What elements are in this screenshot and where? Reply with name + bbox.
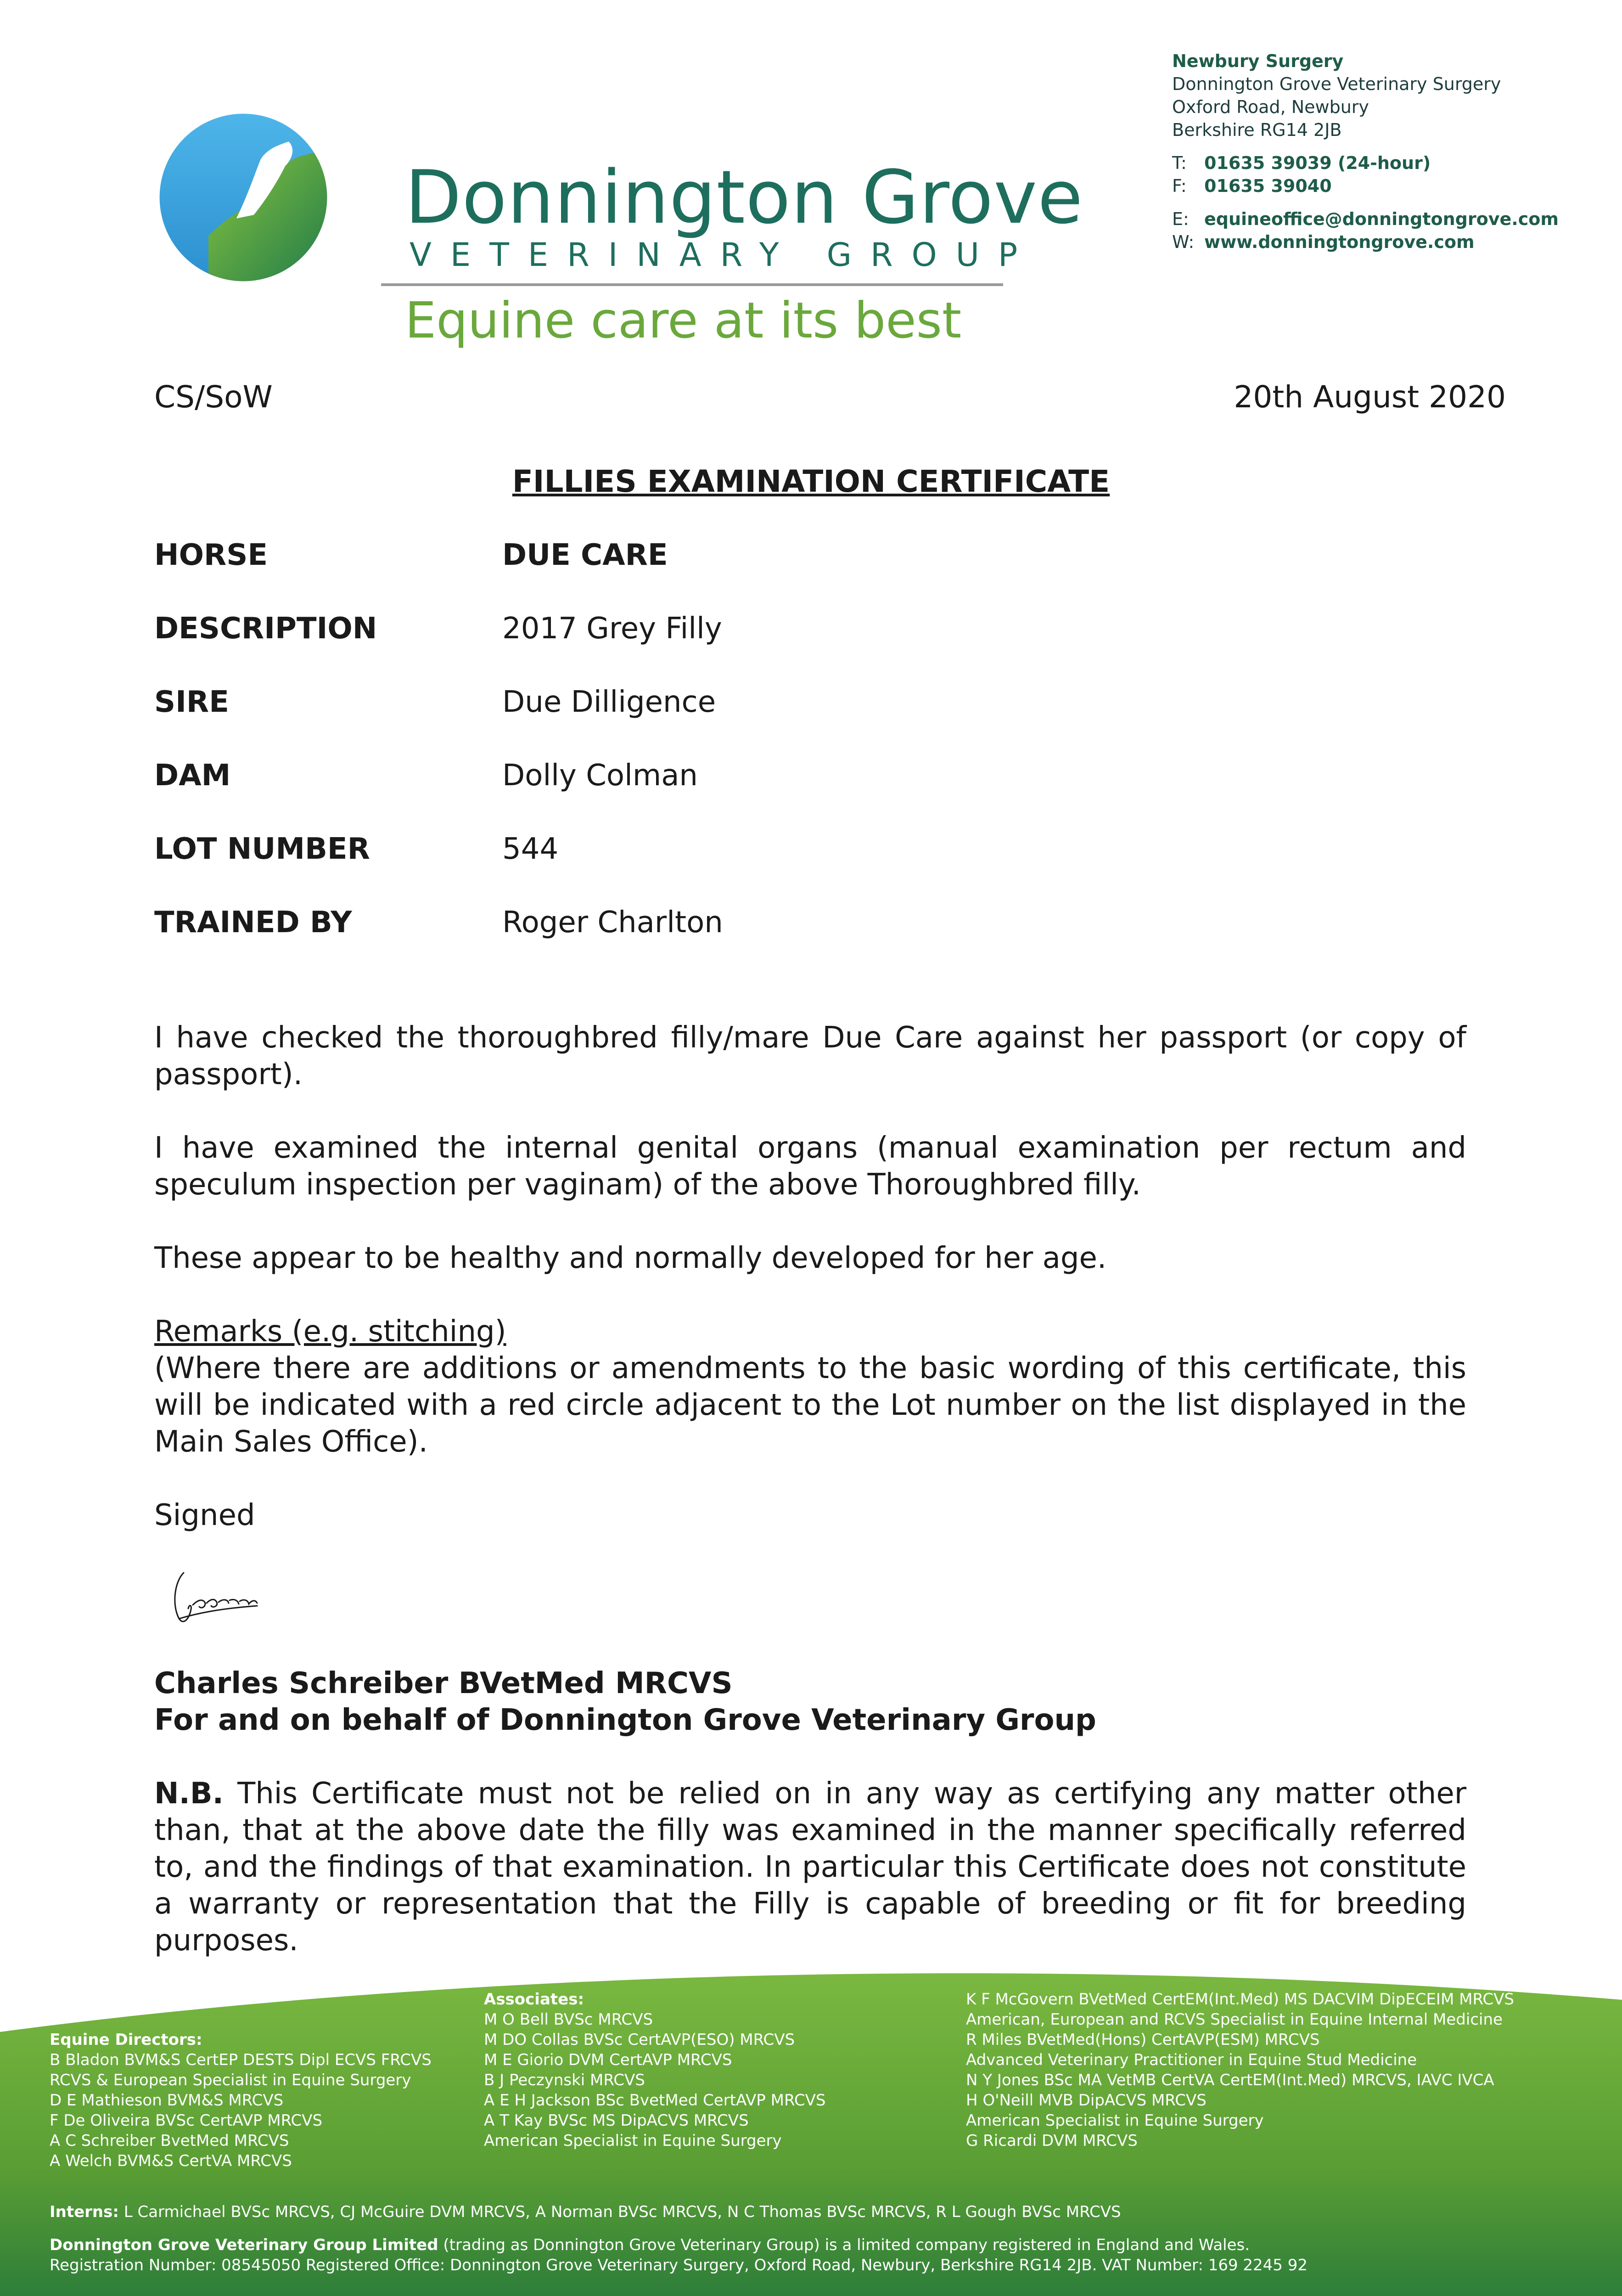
associate-line: American, European and RCVS Specialist in Equine Internal Medicine: [966, 2010, 1503, 2029]
reference: CS/SoW: [154, 379, 273, 415]
field-value: Due Dilligence: [502, 685, 716, 719]
field-row: [154, 906, 723, 979]
document-date: 20th August 2020: [1234, 379, 1506, 415]
field-label: HORSE: [154, 538, 268, 572]
field-row: [154, 612, 723, 685]
fax-number: 01635 39040: [1204, 176, 1332, 196]
horse-details: [154, 538, 723, 979]
associate-line: H O'Neill MVB DipACVS MRCVS: [966, 2091, 1207, 2110]
associate-line: R Miles BVetMed(Hons) CertAVP(ESM) MRCVS: [966, 2031, 1320, 2049]
field-row: [154, 538, 723, 612]
field-value: DUE CARE: [502, 538, 668, 572]
footer-directors: [50, 2030, 432, 2171]
footer-interns: [50, 2202, 1121, 2222]
email-link[interactable]: equineoffice@donningtongrove.com: [1204, 209, 1559, 229]
fax-label: F:: [1172, 176, 1187, 196]
footer-company: [50, 2235, 1250, 2255]
director-line: A C Schreiber BvetMed MRCVS: [50, 2132, 289, 2150]
brand-name: Donnington Grove: [405, 154, 1083, 240]
email-label: E:: [1172, 209, 1189, 229]
brand-divider: [381, 283, 1003, 286]
phone-number: 01635 39039 (24-hour): [1204, 153, 1431, 173]
paragraph-findings: These appear to be healthy and normally developed for her age.: [154, 1241, 1107, 1275]
associate-line: M E Giorio DVM CertAVP MRCVS: [484, 2051, 732, 2069]
nb-text: This Certificate must not be relied on in any way as certifying any matter other than, that at the above date the filly was examined in the manner specifically referred to, and the findings of that examination. In particular this Certificate does not constitute a warranty or representation that the Filly is capable of breeding or fit for breeding purposes.: [154, 1777, 1467, 1958]
director-line: A Welch BVM&S CertVA MRCVS: [50, 2152, 292, 2170]
field-label: DAM: [154, 759, 231, 793]
field-label: DESCRIPTION: [154, 612, 377, 646]
associate-line: American Specialist in Equine Surgery: [966, 2111, 1264, 2130]
associate-line: K F McGovern BVetMed CertEM(Int.Med) MS DACVIM DipECEIM MRCVS: [966, 1990, 1514, 2009]
web-label: W:: [1172, 232, 1195, 252]
interns-label: Interns:: [50, 2203, 119, 2221]
remarks-text: (Where there are additions or amendments to the basic wording of this certificate, this will be indicated with a red circle adjacent to the Lot number on the list displayed in the Main Sales Office).: [154, 1351, 1466, 1459]
company-name: Donnington Grove Veterinary Group Limited: [50, 2236, 438, 2254]
field-label: LOT NUMBER: [154, 832, 370, 866]
office-name: Newbury Surgery: [1172, 51, 1344, 71]
associate-line: Advanced Veterinary Practitioner in Equine Stud Medicine: [966, 2051, 1417, 2069]
signatory-name: Charles Schreiber BVetMed MRCVS: [154, 1666, 733, 1700]
signed-label: Signed: [154, 1498, 255, 1532]
field-row: [154, 759, 723, 832]
field-value: Roger Charlton: [502, 906, 723, 940]
paragraph-passport-check: I have checked the thoroughbred filly/mare Due Care against her passport (or copy of passport).: [154, 1021, 1466, 1092]
document-title: FILLIES EXAMINATION CERTIFICATE: [512, 464, 1110, 499]
nb-label: N.B.: [154, 1777, 224, 1811]
associate-line: A T Kay BVSc MS DipACVS MRCVS: [484, 2111, 749, 2130]
associate-line: N Y Jones BSc MA VetMB CertVA CertEM(Int.Med) MRCVS, IAVC IVCA: [966, 2071, 1494, 2089]
address-line: Donnington Grove Veterinary Surgery: [1172, 74, 1501, 94]
address-line: Berkshire RG14 2JB: [1172, 120, 1342, 140]
director-line: RCVS & European Specialist in Equine Surgery: [50, 2071, 411, 2089]
director-line: F De Oliveira BVSc CertAVP MRCVS: [50, 2111, 323, 2130]
nb-disclaimer: [154, 1775, 1466, 1959]
associate-line: M O Bell BVSc MRCVS: [484, 2010, 653, 2029]
field-row: [154, 685, 723, 759]
directors-heading: Equine Directors:: [50, 2031, 202, 2049]
signatory-behalf: For and on behalf of Donnington Grove Veterinary Group: [154, 1703, 1096, 1737]
brand-tagline: Equine care at its best: [405, 292, 962, 349]
field-row: [154, 832, 723, 906]
field-label: SIRE: [154, 685, 229, 719]
interns-list: L Carmichael BVSc MRCVS, CJ McGuire DVM MRCVS, A Norman BVSc MRCVS, N C Thomas BVSc MRCVS, R L Gough BVSc MRCVS: [123, 2203, 1121, 2221]
field-value: Dolly Colman: [502, 759, 698, 793]
footer-associates: [484, 1989, 825, 2151]
footer-registration: Registration Number: 08545050 Registered Office: Donnington Grove Veterinary Surgery, Oxford Road, Newbury, Berkshire RG14 2JB. VAT Number: 169 2245 92: [50, 2256, 1308, 2274]
web-link[interactable]: www.donningtongrove.com: [1204, 232, 1475, 252]
field-value: 2017 Grey Filly: [502, 612, 722, 646]
director-line: D E Mathieson BVM&S MRCVS: [50, 2091, 284, 2110]
director-line: B Bladon BVM&S CertEP DESTS Dipl ECVS FRCVS: [50, 2051, 432, 2069]
field-label: TRAINED BY: [154, 906, 352, 940]
brand-subtitle: VETERINARY GROUP: [410, 236, 1037, 274]
paragraph-examination: I have examined the internal genital organs (manual examination per rectum and speculum inspection per vaginam) of the above Thoroughbred filly.: [154, 1131, 1466, 1202]
associate-line: A E H Jackson BSc BvetMed CertAVP MRCVS: [484, 2091, 826, 2110]
associates-heading: Associates:: [484, 1990, 584, 2009]
signature-image: [165, 1554, 285, 1632]
footer-associates-2: [966, 1989, 1514, 2151]
remarks-heading: Remarks (e.g. stitching): [154, 1315, 506, 1349]
associate-line: G Ricardi DVM MRCVS: [966, 2132, 1138, 2150]
contact-block: [1172, 50, 1559, 253]
associate-line: M DO Collas BVSc CertAVP(ESO) MRCVS: [484, 2031, 795, 2049]
phone-label: T:: [1172, 153, 1187, 173]
logo-icon: [156, 110, 331, 285]
company-text: (trading as Donnington Grove Veterinary Group) is a limited company registered in England and Wales.: [438, 2236, 1250, 2254]
address-line: Oxford Road, Newbury: [1172, 97, 1369, 117]
field-value: 544: [502, 832, 559, 866]
associate-line: B J Peczynski MRCVS: [484, 2071, 645, 2089]
associate-line: American Specialist in Equine Surgery: [484, 2132, 782, 2150]
